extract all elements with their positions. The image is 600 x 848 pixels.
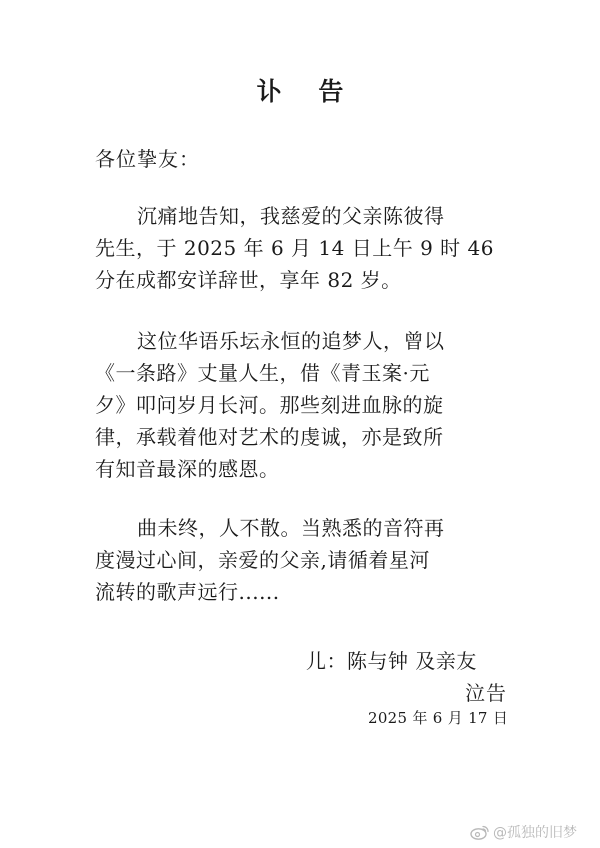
- paragraph-line: 夕》叩问岁月长河。那些刻进血脉的旋: [95, 393, 444, 417]
- paragraph-farewell: [95, 512, 540, 608]
- salutation: 各位挚友：: [95, 147, 200, 171]
- signature-weep: 泣告: [465, 681, 507, 705]
- weibo-icon: [470, 824, 490, 840]
- paragraph-line: 有知音最深的感恩。: [95, 457, 280, 481]
- paragraph-line: 度漫过心间，亲爱的父亲,请循着星河: [95, 548, 430, 572]
- paragraph-announcement: [95, 200, 540, 296]
- paragraph-line: 曲未终，人不散。当熟悉的音符再: [137, 516, 445, 540]
- paragraph-tribute: [95, 325, 540, 485]
- paragraph-line: 《一条路》丈量人生，借《青玉案·元: [95, 361, 430, 385]
- paragraph-line: 流转的歌声远行......: [95, 580, 280, 604]
- paragraph-line: 分在成都安详辞世，享年 82 岁。: [95, 268, 402, 292]
- page-title: 讣 告: [256, 77, 358, 106]
- watermark-text: @孤独的旧梦: [493, 825, 577, 841]
- signature-date: 2025 年 6 月 17 日: [368, 709, 509, 727]
- paragraph-line: 这位华语乐坛永恒的追梦人，曾以: [137, 329, 445, 353]
- signature-line: 儿：陈与钟 及亲友: [306, 649, 477, 673]
- paragraph-line: 先生，于 2025 年 6 月 14 日上午 9 时 46: [95, 236, 494, 260]
- paragraph-line: 律，承载着他对艺术的虔诚，亦是致所: [95, 425, 444, 449]
- paragraph-line: 沉痛地告知，我慈爱的父亲陈彼得: [137, 204, 445, 228]
- watermark: [470, 822, 577, 842]
